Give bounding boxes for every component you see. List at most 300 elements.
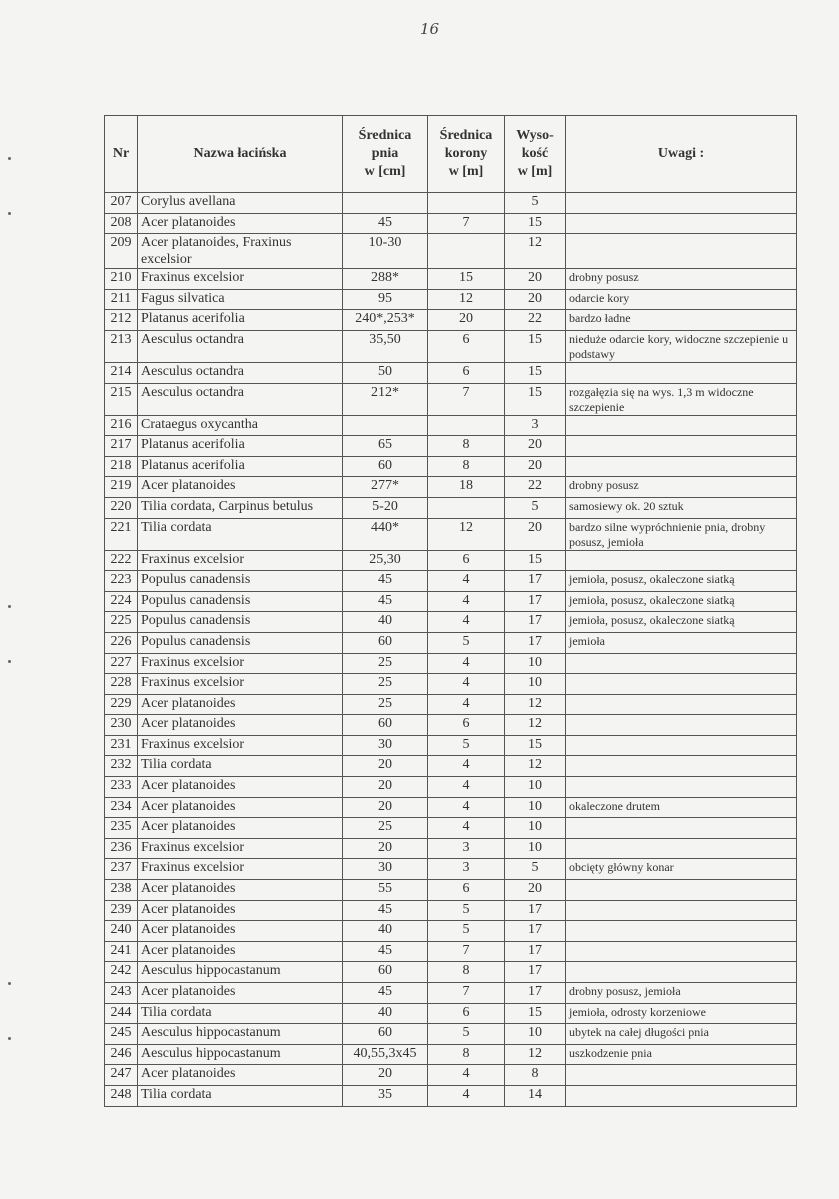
cell-notes: [566, 777, 797, 798]
cell-crown-diameter: 12: [428, 518, 505, 550]
cell-nr: 218: [105, 456, 138, 477]
cell-crown-diameter: 5: [428, 1024, 505, 1045]
cell-nr: 240: [105, 921, 138, 942]
table-row: [105, 1024, 797, 1045]
table-row: [105, 477, 797, 498]
cell-height: 3: [505, 415, 566, 436]
cell-latin-name: Acer platanoides: [138, 477, 343, 498]
cell-nr: 235: [105, 818, 138, 839]
cell-notes: [566, 193, 797, 214]
cell-height: 5: [505, 193, 566, 214]
page-number: 16: [420, 20, 440, 38]
cell-trunk-diameter: 45: [343, 213, 428, 234]
table-row: [105, 571, 797, 592]
cell-trunk-diameter: 240*,253*: [343, 310, 428, 331]
table-row: [105, 591, 797, 612]
cell-trunk-diameter: 25: [343, 818, 428, 839]
cell-trunk-diameter: 65: [343, 436, 428, 457]
cell-crown-diameter: 6: [428, 1003, 505, 1024]
cell-crown-diameter: 3: [428, 838, 505, 859]
cell-crown-diameter: 4: [428, 653, 505, 674]
cell-latin-name: Fraxinus excelsior: [138, 269, 343, 290]
table-row: [105, 1003, 797, 1024]
cell-latin-name: Crataegus oxycantha: [138, 415, 343, 436]
cell-trunk-diameter: 60: [343, 1024, 428, 1045]
table-row: [105, 436, 797, 457]
cell-trunk-diameter: 30: [343, 735, 428, 756]
cell-height: 10: [505, 1024, 566, 1045]
cell-latin-name: Tilia cordata: [138, 518, 343, 550]
cell-height: 10: [505, 818, 566, 839]
cell-crown-diameter: 4: [428, 777, 505, 798]
cell-trunk-diameter: 40: [343, 921, 428, 942]
cell-height: 15: [505, 550, 566, 571]
cell-notes: [566, 921, 797, 942]
cell-nr: 220: [105, 497, 138, 518]
cell-latin-name: Acer platanoides: [138, 777, 343, 798]
cell-notes: [566, 550, 797, 571]
cell-latin-name: Populus canadensis: [138, 571, 343, 592]
cell-latin-name: Tilia cordata: [138, 1003, 343, 1024]
cell-notes: [566, 456, 797, 477]
cell-trunk-diameter: 45: [343, 591, 428, 612]
cell-nr: 248: [105, 1085, 138, 1106]
cell-height: 15: [505, 383, 566, 415]
cell-notes: [566, 941, 797, 962]
cell-crown-diameter: 3: [428, 859, 505, 880]
cell-latin-name: Acer platanoides: [138, 880, 343, 901]
cell-latin-name: Aesculus hippocastanum: [138, 1044, 343, 1065]
cell-crown-diameter: 4: [428, 571, 505, 592]
cell-nr: 217: [105, 436, 138, 457]
cell-latin-name: Fraxinus excelsior: [138, 838, 343, 859]
cell-notes: bardzo ładne: [566, 310, 797, 331]
table-row: [105, 550, 797, 571]
cell-crown-diameter: 4: [428, 1085, 505, 1106]
table-row: [105, 362, 797, 383]
scan-mark: [8, 982, 11, 985]
cell-notes: drobny posusz, jemioła: [566, 983, 797, 1004]
cell-notes: odarcie kory: [566, 289, 797, 310]
cell-trunk-diameter: 25: [343, 674, 428, 695]
cell-crown-diameter: [428, 193, 505, 214]
cell-latin-name: Acer platanoides: [138, 983, 343, 1004]
cell-nr: 241: [105, 941, 138, 962]
scan-mark: [8, 660, 11, 663]
cell-crown-diameter: [428, 497, 505, 518]
cell-nr: 214: [105, 362, 138, 383]
cell-nr: 233: [105, 777, 138, 798]
cell-crown-diameter: 8: [428, 1044, 505, 1065]
cell-crown-diameter: 4: [428, 612, 505, 633]
cell-latin-name: Platanus acerifolia: [138, 436, 343, 457]
tree-inventory-table: [104, 115, 797, 1107]
cell-height: 17: [505, 571, 566, 592]
cell-height: 15: [505, 1003, 566, 1024]
cell-latin-name: Aesculus octandra: [138, 383, 343, 415]
cell-crown-diameter: 6: [428, 330, 505, 362]
table-row: [105, 674, 797, 695]
cell-notes: [566, 362, 797, 383]
cell-trunk-diameter: 20: [343, 797, 428, 818]
cell-latin-name: Acer platanoides: [138, 921, 343, 942]
cell-latin-name: Corylus avellana: [138, 193, 343, 214]
cell-notes: ubytek na całej długości pnia: [566, 1024, 797, 1045]
cell-notes: [566, 900, 797, 921]
cell-height: 17: [505, 900, 566, 921]
table-row: [105, 213, 797, 234]
cell-notes: [566, 436, 797, 457]
cell-crown-diameter: 4: [428, 1065, 505, 1086]
cell-height: 10: [505, 777, 566, 798]
cell-crown-diameter: 7: [428, 983, 505, 1004]
table-row: [105, 1065, 797, 1086]
cell-notes: [566, 735, 797, 756]
cell-latin-name: Acer platanoides: [138, 213, 343, 234]
cell-height: 5: [505, 859, 566, 880]
cell-notes: drobny posusz: [566, 269, 797, 290]
cell-nr: 221: [105, 518, 138, 550]
cell-nr: 247: [105, 1065, 138, 1086]
cell-latin-name: Fraxinus excelsior: [138, 550, 343, 571]
cell-trunk-diameter: 45: [343, 571, 428, 592]
cell-height: 14: [505, 1085, 566, 1106]
cell-notes: jemioła, posusz, okaleczone siatką: [566, 591, 797, 612]
cell-notes: rozgałęzia się na wys. 1,3 m widoczne szczepienie: [566, 383, 797, 415]
cell-height: 15: [505, 213, 566, 234]
header-crown-diameter: Średnica korony w [m]: [428, 116, 505, 193]
cell-nr: 232: [105, 756, 138, 777]
table-row: [105, 880, 797, 901]
cell-trunk-diameter: 55: [343, 880, 428, 901]
header-row: [105, 116, 797, 193]
cell-latin-name: Platanus acerifolia: [138, 456, 343, 477]
cell-latin-name: Fagus silvatica: [138, 289, 343, 310]
table-row: [105, 1085, 797, 1106]
cell-nr: 244: [105, 1003, 138, 1024]
cell-latin-name: Acer platanoides: [138, 797, 343, 818]
cell-notes: [566, 818, 797, 839]
cell-crown-diameter: 8: [428, 456, 505, 477]
cell-latin-name: Aesculus hippocastanum: [138, 1024, 343, 1045]
table-row: [105, 941, 797, 962]
table-row: [105, 289, 797, 310]
cell-trunk-diameter: 35: [343, 1085, 428, 1106]
header-notes: Uwagi :: [566, 116, 797, 193]
cell-crown-diameter: 20: [428, 310, 505, 331]
cell-crown-diameter: 4: [428, 591, 505, 612]
cell-trunk-diameter: [343, 415, 428, 436]
cell-notes: jemioła, odrosty korzeniowe: [566, 1003, 797, 1024]
cell-notes: drobny posusz: [566, 477, 797, 498]
cell-height: 15: [505, 362, 566, 383]
cell-trunk-diameter: 40: [343, 612, 428, 633]
cell-crown-diameter: 6: [428, 880, 505, 901]
scan-mark: [8, 157, 11, 160]
cell-notes: uszkodzenie pnia: [566, 1044, 797, 1065]
header-nr: Nr: [105, 116, 138, 193]
cell-nr: 227: [105, 653, 138, 674]
cell-height: 12: [505, 756, 566, 777]
cell-nr: 209: [105, 234, 138, 269]
table-row: [105, 1044, 797, 1065]
table-row: [105, 694, 797, 715]
cell-height: 17: [505, 632, 566, 653]
cell-trunk-diameter: 60: [343, 962, 428, 983]
cell-latin-name: Acer platanoides: [138, 818, 343, 839]
cell-trunk-diameter: 10-30: [343, 234, 428, 269]
cell-notes: [566, 880, 797, 901]
cell-nr: 215: [105, 383, 138, 415]
cell-nr: 246: [105, 1044, 138, 1065]
cell-notes: [566, 962, 797, 983]
cell-trunk-diameter: 40: [343, 1003, 428, 1024]
cell-crown-diameter: 7: [428, 383, 505, 415]
cell-nr: 245: [105, 1024, 138, 1045]
cell-trunk-diameter: 95: [343, 289, 428, 310]
table-row: [105, 797, 797, 818]
cell-nr: 225: [105, 612, 138, 633]
cell-nr: 231: [105, 735, 138, 756]
cell-latin-name: Tilia cordata: [138, 1085, 343, 1106]
cell-notes: [566, 415, 797, 436]
cell-nr: 207: [105, 193, 138, 214]
table-row: [105, 193, 797, 214]
cell-notes: [566, 756, 797, 777]
table-row: [105, 777, 797, 798]
table-row: [105, 234, 797, 269]
cell-notes: bardzo silne wypróchnienie pnia, drobny posusz, jemioła: [566, 518, 797, 550]
cell-height: 12: [505, 715, 566, 736]
cell-nr: 242: [105, 962, 138, 983]
cell-latin-name: Acer platanoides: [138, 715, 343, 736]
cell-height: 5: [505, 497, 566, 518]
cell-trunk-diameter: 40,55,3x45: [343, 1044, 428, 1065]
cell-height: 15: [505, 330, 566, 362]
scan-mark: [8, 605, 11, 608]
cell-trunk-diameter: 20: [343, 756, 428, 777]
cell-latin-name: Acer platanoides: [138, 900, 343, 921]
cell-crown-diameter: 5: [428, 735, 505, 756]
header-trunk-diameter: Średnica pnia w [cm]: [343, 116, 428, 193]
cell-notes: [566, 674, 797, 695]
cell-notes: samosiewy ok. 20 sztuk: [566, 497, 797, 518]
cell-trunk-diameter: 277*: [343, 477, 428, 498]
cell-trunk-diameter: 45: [343, 900, 428, 921]
cell-nr: 238: [105, 880, 138, 901]
cell-crown-diameter: [428, 415, 505, 436]
cell-latin-name: Aesculus octandra: [138, 362, 343, 383]
cell-trunk-diameter: 25: [343, 653, 428, 674]
cell-trunk-diameter: 5-20: [343, 497, 428, 518]
cell-trunk-diameter: 60: [343, 715, 428, 736]
cell-trunk-diameter: 45: [343, 941, 428, 962]
table-row: [105, 962, 797, 983]
cell-notes: jemioła: [566, 632, 797, 653]
cell-latin-name: Aesculus octandra: [138, 330, 343, 362]
cell-latin-name: Acer platanoides: [138, 941, 343, 962]
cell-crown-diameter: 18: [428, 477, 505, 498]
cell-nr: 230: [105, 715, 138, 736]
cell-height: 15: [505, 735, 566, 756]
cell-nr: 222: [105, 550, 138, 571]
cell-latin-name: Platanus acerifolia: [138, 310, 343, 331]
cell-trunk-diameter: 60: [343, 456, 428, 477]
cell-notes: obcięty główny konar: [566, 859, 797, 880]
cell-trunk-diameter: 20: [343, 777, 428, 798]
table-row: [105, 415, 797, 436]
cell-latin-name: Tilia cordata, Carpinus betulus: [138, 497, 343, 518]
cell-notes: [566, 694, 797, 715]
cell-notes: jemioła, posusz, okaleczone siatką: [566, 612, 797, 633]
table-row: [105, 983, 797, 1004]
cell-crown-diameter: 4: [428, 694, 505, 715]
cell-crown-diameter: 5: [428, 632, 505, 653]
cell-height: 20: [505, 880, 566, 901]
cell-notes: nieduże odarcie kory, widoczne szczepienie u podstawy: [566, 330, 797, 362]
cell-crown-diameter: 4: [428, 797, 505, 818]
cell-height: 10: [505, 797, 566, 818]
cell-crown-diameter: 8: [428, 436, 505, 457]
table-row: [105, 715, 797, 736]
cell-height: 17: [505, 941, 566, 962]
scan-mark: [8, 212, 11, 215]
table-row: [105, 818, 797, 839]
cell-height: 17: [505, 983, 566, 1004]
cell-notes: [566, 838, 797, 859]
cell-nr: 243: [105, 983, 138, 1004]
cell-height: 12: [505, 234, 566, 269]
table-row: [105, 859, 797, 880]
cell-crown-diameter: 6: [428, 362, 505, 383]
cell-notes: [566, 715, 797, 736]
cell-height: 17: [505, 612, 566, 633]
table-row: [105, 383, 797, 415]
cell-latin-name: Populus canadensis: [138, 632, 343, 653]
cell-nr: 211: [105, 289, 138, 310]
cell-crown-diameter: 4: [428, 674, 505, 695]
cell-nr: 212: [105, 310, 138, 331]
cell-notes: [566, 234, 797, 269]
cell-notes: [566, 653, 797, 674]
cell-height: 20: [505, 518, 566, 550]
scan-mark: [8, 1037, 11, 1040]
cell-height: 10: [505, 838, 566, 859]
cell-latin-name: Acer platanoides: [138, 694, 343, 715]
table-row: [105, 900, 797, 921]
cell-crown-diameter: 15: [428, 269, 505, 290]
cell-latin-name: Acer platanoides, Fraxinus excelsior: [138, 234, 343, 269]
cell-notes: jemioła, posusz, okaleczone siatką: [566, 571, 797, 592]
cell-height: 20: [505, 289, 566, 310]
table-row: [105, 310, 797, 331]
cell-height: 12: [505, 694, 566, 715]
cell-notes: [566, 213, 797, 234]
cell-nr: 237: [105, 859, 138, 880]
cell-height: 12: [505, 1044, 566, 1065]
table-row: [105, 497, 797, 518]
cell-height: 8: [505, 1065, 566, 1086]
table-row: [105, 612, 797, 633]
cell-latin-name: Fraxinus excelsior: [138, 653, 343, 674]
cell-height: 10: [505, 653, 566, 674]
cell-crown-diameter: 7: [428, 941, 505, 962]
cell-height: 20: [505, 456, 566, 477]
table-row: [105, 518, 797, 550]
header-latin-name: Nazwa łacińska: [138, 116, 343, 193]
cell-nr: 226: [105, 632, 138, 653]
header-height: Wyso- kość w [m]: [505, 116, 566, 193]
table-row: [105, 921, 797, 942]
cell-trunk-diameter: 20: [343, 1065, 428, 1086]
cell-nr: 223: [105, 571, 138, 592]
cell-notes: okaleczone drutem: [566, 797, 797, 818]
cell-crown-diameter: 5: [428, 921, 505, 942]
cell-nr: 208: [105, 213, 138, 234]
cell-height: 17: [505, 962, 566, 983]
cell-crown-diameter: 4: [428, 756, 505, 777]
cell-height: 17: [505, 921, 566, 942]
cell-crown-diameter: 5: [428, 900, 505, 921]
cell-crown-diameter: [428, 234, 505, 269]
cell-crown-diameter: 4: [428, 818, 505, 839]
cell-crown-diameter: 12: [428, 289, 505, 310]
cell-nr: 213: [105, 330, 138, 362]
cell-trunk-diameter: 25,30: [343, 550, 428, 571]
cell-trunk-diameter: 288*: [343, 269, 428, 290]
cell-trunk-diameter: 45: [343, 983, 428, 1004]
cell-notes: [566, 1085, 797, 1106]
cell-nr: 239: [105, 900, 138, 921]
cell-nr: 234: [105, 797, 138, 818]
cell-latin-name: Fraxinus excelsior: [138, 674, 343, 695]
cell-nr: 236: [105, 838, 138, 859]
table-row: [105, 632, 797, 653]
cell-trunk-diameter: 440*: [343, 518, 428, 550]
cell-crown-diameter: 6: [428, 715, 505, 736]
cell-nr: 216: [105, 415, 138, 436]
table-row: [105, 456, 797, 477]
cell-latin-name: Populus canadensis: [138, 591, 343, 612]
cell-trunk-diameter: 25: [343, 694, 428, 715]
cell-trunk-diameter: 30: [343, 859, 428, 880]
cell-latin-name: Fraxinus excelsior: [138, 859, 343, 880]
cell-latin-name: Aesculus hippocastanum: [138, 962, 343, 983]
cell-crown-diameter: 8: [428, 962, 505, 983]
cell-latin-name: Populus canadensis: [138, 612, 343, 633]
cell-trunk-diameter: 60: [343, 632, 428, 653]
table-row: [105, 330, 797, 362]
cell-notes: [566, 1065, 797, 1086]
cell-trunk-diameter: [343, 193, 428, 214]
table-row: [105, 735, 797, 756]
cell-height: 20: [505, 269, 566, 290]
cell-trunk-diameter: 50: [343, 362, 428, 383]
cell-nr: 210: [105, 269, 138, 290]
cell-nr: 228: [105, 674, 138, 695]
table-row: [105, 653, 797, 674]
table-row: [105, 838, 797, 859]
cell-nr: 229: [105, 694, 138, 715]
cell-height: 20: [505, 436, 566, 457]
cell-height: 22: [505, 477, 566, 498]
cell-height: 10: [505, 674, 566, 695]
cell-crown-diameter: 6: [428, 550, 505, 571]
cell-latin-name: Acer platanoides: [138, 1065, 343, 1086]
cell-trunk-diameter: 212*: [343, 383, 428, 415]
cell-latin-name: Fraxinus excelsior: [138, 735, 343, 756]
cell-height: 17: [505, 591, 566, 612]
